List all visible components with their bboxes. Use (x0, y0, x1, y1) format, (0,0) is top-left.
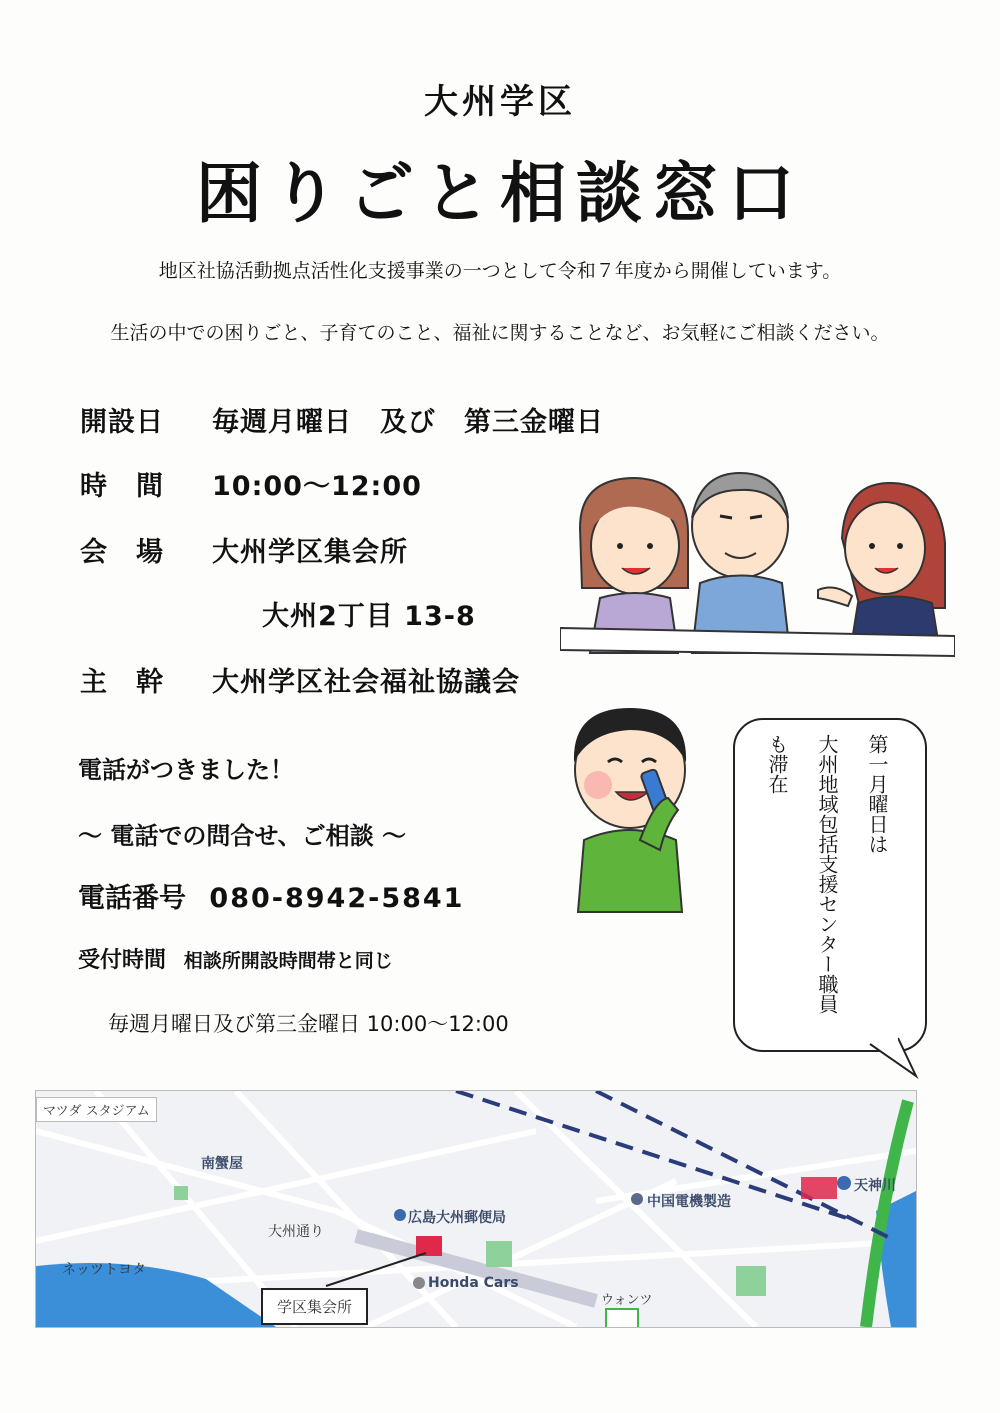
time-value: 10:00～12:00 (212, 471, 422, 502)
intro-line-2: 生活の中での困りごと、子育てのこと、福祉に関することなど、お気軽にご相談ください。 (110, 322, 890, 344)
page-title: 困りごと相談窓口 (196, 155, 804, 232)
open-days-row (80, 400, 604, 439)
bubble-text-col3: も滞在 (765, 734, 789, 794)
venue-label: 会 場 (80, 537, 164, 568)
map-label-wonz: ウォンツ (601, 1293, 653, 1308)
time-row (80, 464, 422, 503)
person-on-phone-illustration (560, 700, 710, 915)
speech-bubble-tail (868, 1030, 928, 1080)
area-map (35, 1090, 917, 1328)
reception-hours-row (78, 943, 393, 974)
phone-number-label: 電話番号 (78, 883, 186, 914)
bubble-text-col2: 大州地域包括支援センター職員 (815, 734, 839, 1014)
venue-row (80, 530, 408, 569)
venue-value: 大州学区集会所 (212, 537, 408, 568)
reception-hours-value: 相談所開設時間帯と同じ (183, 950, 393, 972)
phone-number-row (78, 876, 464, 915)
map-label-netz: ネッツトヨタ (62, 1262, 146, 1278)
open-days-value: 毎週月曜日 及び 第三金曜日 (212, 407, 604, 438)
venue-address: 大州2丁目 13-8 (262, 601, 476, 632)
map-label-minami-kaniya: 南蟹屋 (201, 1156, 243, 1172)
host-label: 主 幹 (80, 667, 164, 698)
host-row (80, 660, 520, 699)
map-label-tenjingawa: 天神川 (854, 1178, 896, 1194)
host-value: 大州学区社会福祉協議会 (212, 667, 520, 698)
map-label-chugoku-denki: 中国電機製造 (647, 1194, 731, 1210)
phone-announcement: 電話がつきました！ (78, 756, 294, 784)
speech-bubble (733, 718, 927, 1052)
open-days-label: 開設日 (80, 407, 164, 438)
map-label-honda: Honda Cars (428, 1275, 519, 1291)
phone-subtitle: ～ 電話での問合せ、ご相談 ～ (78, 822, 406, 850)
phone-number: 080-8942-5841 (209, 883, 465, 914)
intro-line-1: 地区社協活動拠点活性化支援事業の一つとして令和７年度から開催しています。 (158, 260, 842, 282)
map-label-ozu-street: 大州通り (268, 1224, 324, 1240)
map-label-stadium: マツダ スタジアム (36, 1097, 157, 1122)
map-label-post-office: 広島大州郵便局 (408, 1210, 506, 1226)
reception-schedule: 毎週月曜日及び第三金曜日 10:00～12:00 (108, 1012, 509, 1036)
map-label-venue: 学区集会所 (261, 1288, 368, 1325)
bubble-text-col1: 第一月曜日は (865, 734, 889, 854)
consultation-people-illustration (560, 468, 955, 658)
district-name: 大州学区 (424, 82, 576, 122)
reception-hours-label: 受付時間 (78, 948, 167, 973)
time-label: 時 間 (80, 471, 164, 502)
